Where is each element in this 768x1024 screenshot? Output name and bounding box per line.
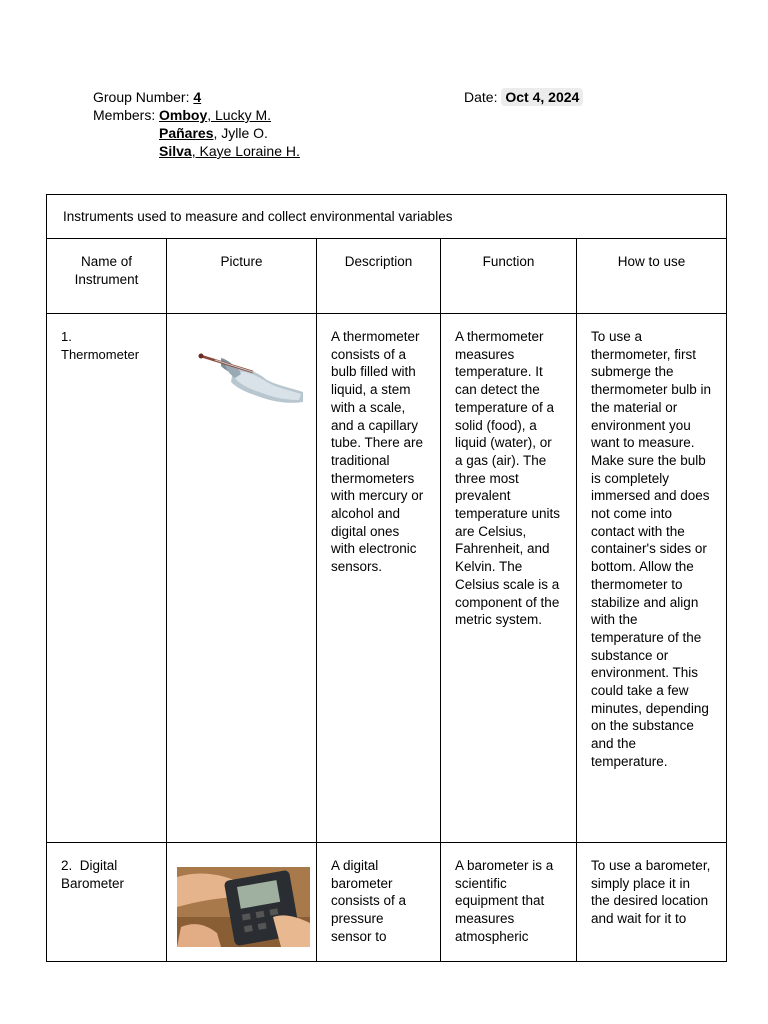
group-number-line xyxy=(93,88,201,106)
group-number-value: 4 xyxy=(193,89,202,105)
instrument-name: Digital Barometer xyxy=(61,858,125,891)
instrument-description: A thermometer consists of a bulb filled with liquid, a stem with a scale, and a capillary tube. There are traditional thermometers with mercury or alcohol and digital ones with electronic sensors. xyxy=(317,314,441,843)
member-2 xyxy=(159,124,268,142)
column-header-how-to-use: How to use xyxy=(577,239,727,314)
how-to-use-text: To use a barometer, simply place it in the desired location and wait for it to xyxy=(591,858,711,927)
instrument-picture-cell xyxy=(167,314,317,843)
column-header-function: Function xyxy=(441,239,577,314)
thermometer-photo[interactable] xyxy=(195,352,305,406)
instrument-function: A thermometer measures temperature. It can detect the temperature of a solid (food), a liquid (water), or a gas (air). The three most prevalent temperature units are Celsius, Fahrenheit, and Kelvin. The Celsius scale is a component of the metric system. xyxy=(441,314,577,843)
instrument-how-to-use: To use a thermometer, first submerge the thermometer bulb in the material or environment you want to measure. Make sure the bulb is completely immersed and does not come into contact with the container's sides or bottom. Allow the thermometer to stabilize and align with the temperature of the substance or environment. This could take a few minutes, depending on the substance and the temperature. xyxy=(577,314,727,843)
members-line xyxy=(93,106,155,124)
member-first-name: , Jylle O. xyxy=(213,125,268,141)
member-1 xyxy=(159,106,271,124)
column-header-description: Description xyxy=(317,239,441,314)
date-label: Date: xyxy=(464,89,498,105)
instrument-picture-cell xyxy=(167,843,317,962)
instrument-name: Thermometer xyxy=(61,346,140,362)
member-last-name: Silva xyxy=(159,143,192,159)
member-last-name: Pañares xyxy=(159,125,214,141)
table-header-row xyxy=(47,239,727,314)
instrument-function xyxy=(441,843,577,962)
member-first-name: , Lucky M. xyxy=(207,107,272,123)
member-first-name: , Kaye Loraine H. xyxy=(191,143,300,159)
description-text: A digital barometer consists of a pressure sensor to xyxy=(331,858,407,944)
members-label: Members: xyxy=(93,107,156,123)
instrument-number: 1. xyxy=(61,329,72,344)
instrument-name-cell xyxy=(47,314,167,843)
column-header-name: Name of Instrument xyxy=(47,239,167,314)
instruments-table xyxy=(46,194,727,962)
group-number-label: Group Number: xyxy=(93,89,190,105)
member-3 xyxy=(159,142,300,160)
instrument-name-cell xyxy=(47,843,167,962)
instrument-description xyxy=(317,843,441,962)
column-header-picture: Picture xyxy=(167,239,317,314)
table-title: Instruments used to measure and collect environmental variables xyxy=(47,195,727,239)
digital-barometer-photo[interactable] xyxy=(177,867,310,947)
table-row xyxy=(47,314,727,843)
date-line xyxy=(464,88,583,106)
instrument-how-to-use xyxy=(577,843,727,962)
table-row xyxy=(47,843,727,962)
member-last-name: Omboy xyxy=(159,107,208,123)
instrument-number: 2. xyxy=(61,858,73,873)
date-chip[interactable]: Oct 4, 2024 xyxy=(501,88,583,106)
function-text: A barometer is a scientific equipment that measures atmospheric xyxy=(455,858,554,944)
